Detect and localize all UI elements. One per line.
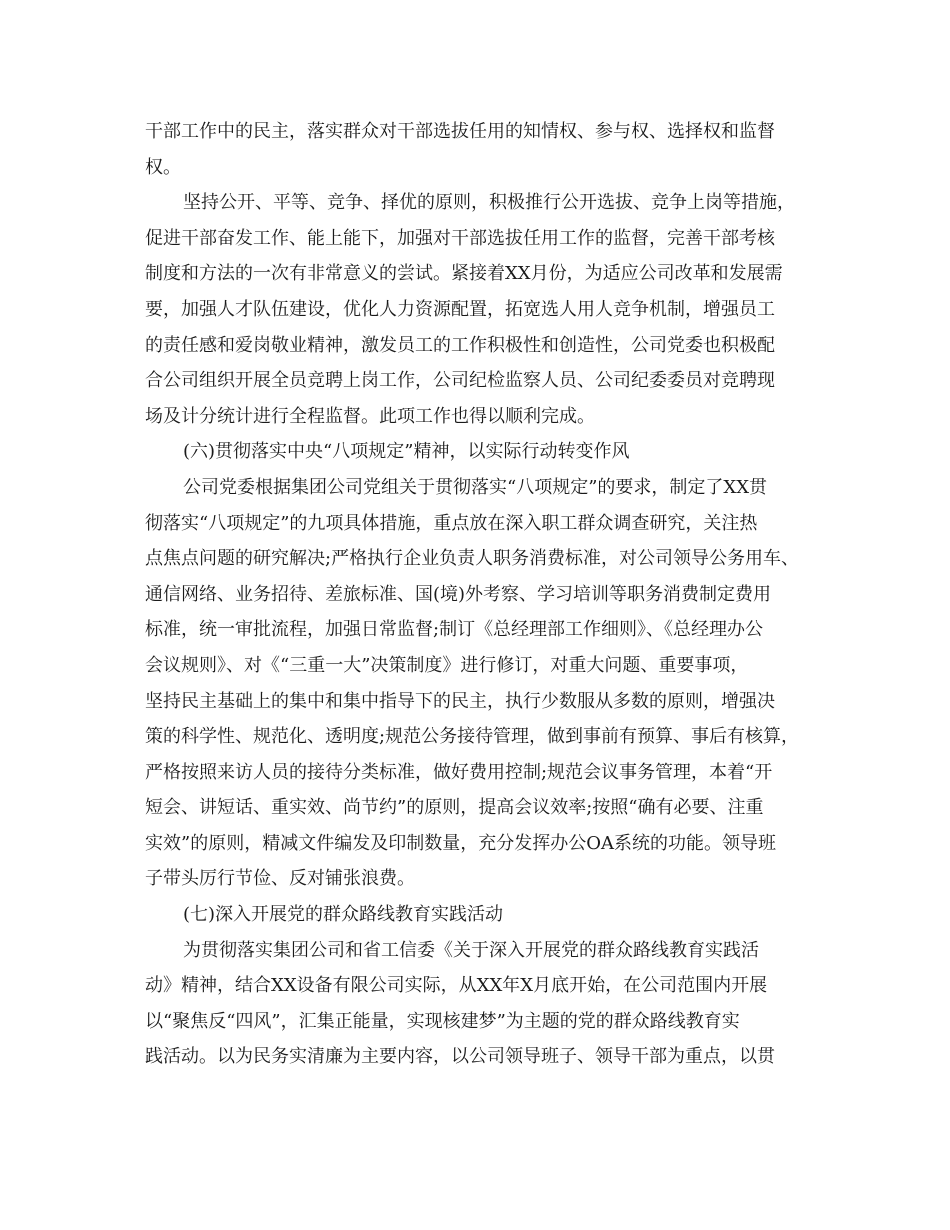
text-line: 权。 — [145, 156, 181, 178]
text-line: 动》精神，结合XX设备有限公司实际，从XX年X月底开始，在公司范围内开展 — [145, 975, 768, 997]
text-line: (七)深入开展党的群众路线教育实践活动 — [183, 904, 504, 926]
text-line: 践活动。以为民务实清廉为主要内容，以公司领导班子、领导干部为重点，以贯 — [145, 1046, 775, 1068]
text-line: 会议规则》、对《“三重一大”决策制度》进行修订，对重大问题、重要事项， — [145, 654, 749, 676]
text-line: 以“聚焦反“四风”，汇集正能量，实现核建梦”为主题的党的群众路线教育实 — [145, 1010, 740, 1032]
text-line: 实效”的原则，精减文件编发及印制数量，充分发挥办公OA系统的功能。领导班 — [145, 832, 776, 854]
text-line: 促进干部奋发工作、能上能下，加强对干部选拔任用工作的监督，完善干部考核 — [145, 227, 775, 249]
text-line: 制度和方法的一次有非常意义的尝试。紧接着XX月份，为适应公司改革和发展需 — [145, 263, 783, 285]
text-line: 短会、讲短话、重实效、尚节约”的原则，提高会议效率;按照“确有必要、注重 — [145, 797, 764, 819]
text-line: 通信网络、业务招待、差旅标准、国(境)外考察、学习培训等职务消费制定费用 — [145, 583, 772, 605]
text-line: 标准，统一审批流程，加强日常监督;制订《总经理部工作细则》、《总经理办公 — [145, 619, 764, 641]
text-line: 的责任感和爱岗敬业精神，激发员工的工作积极性和创造性，公司党委也积极配 — [145, 334, 775, 356]
text-line: 坚持公开、平等、竞争、择优的原则，积极推行公开选拔、竞争上岗等措施， — [183, 192, 795, 214]
text-line: (六)贯彻落实中央“八项规定”精神，以实际行动转变作风 — [183, 441, 630, 463]
text-line: 严格按照来访人员的接待分类标准，做好费用控制;规范会议事务管理，本着“开 — [145, 761, 773, 783]
text-line: 策的科学性、规范化、透明度;规范公务接待管理，做到事前有预算、事后有核算， — [145, 726, 800, 748]
document-body — [145, 114, 825, 1075]
text-line: 点焦点问题的研究解决;严格执行企业负责人职务消费标准，对公司领导公务用车、 — [145, 548, 800, 570]
text-line: 合公司组织开展全员竞聘上岗工作，公司纪检监察人员、公司纪委委员对竞聘现 — [145, 370, 775, 392]
text-line: 场及计分统计进行全程监督。此项工作也得以顺利完成。 — [145, 405, 595, 427]
text-line: 子带头厉行节俭、反对铺张浪费。 — [145, 868, 415, 890]
text-line: 要，加强人才队伍建设，优化人力资源配置，拓宽选人用人竞争机制，增强员工 — [145, 298, 775, 320]
text-line: 公司党委根据集团公司党组关于贯彻落实“八项规定”的要求，制定了XX贯 — [183, 476, 768, 498]
text-line: 为贯彻落实集团公司和省工信委《关于深入开展党的群众路线教育实践活 — [183, 939, 759, 961]
text-line: 坚持民主基础上的集中和集中指导下的民主，执行少数服从多数的原则，增强决 — [145, 690, 775, 712]
text-line: 彻落实“八项规定”的九项具体措施，重点放在深入职工群众调查研究，关注热 — [145, 512, 758, 534]
text-line: 干部工作中的民主，落实群众对干部选拔任用的知情权、参与权、选择权和监督 — [145, 121, 775, 142]
